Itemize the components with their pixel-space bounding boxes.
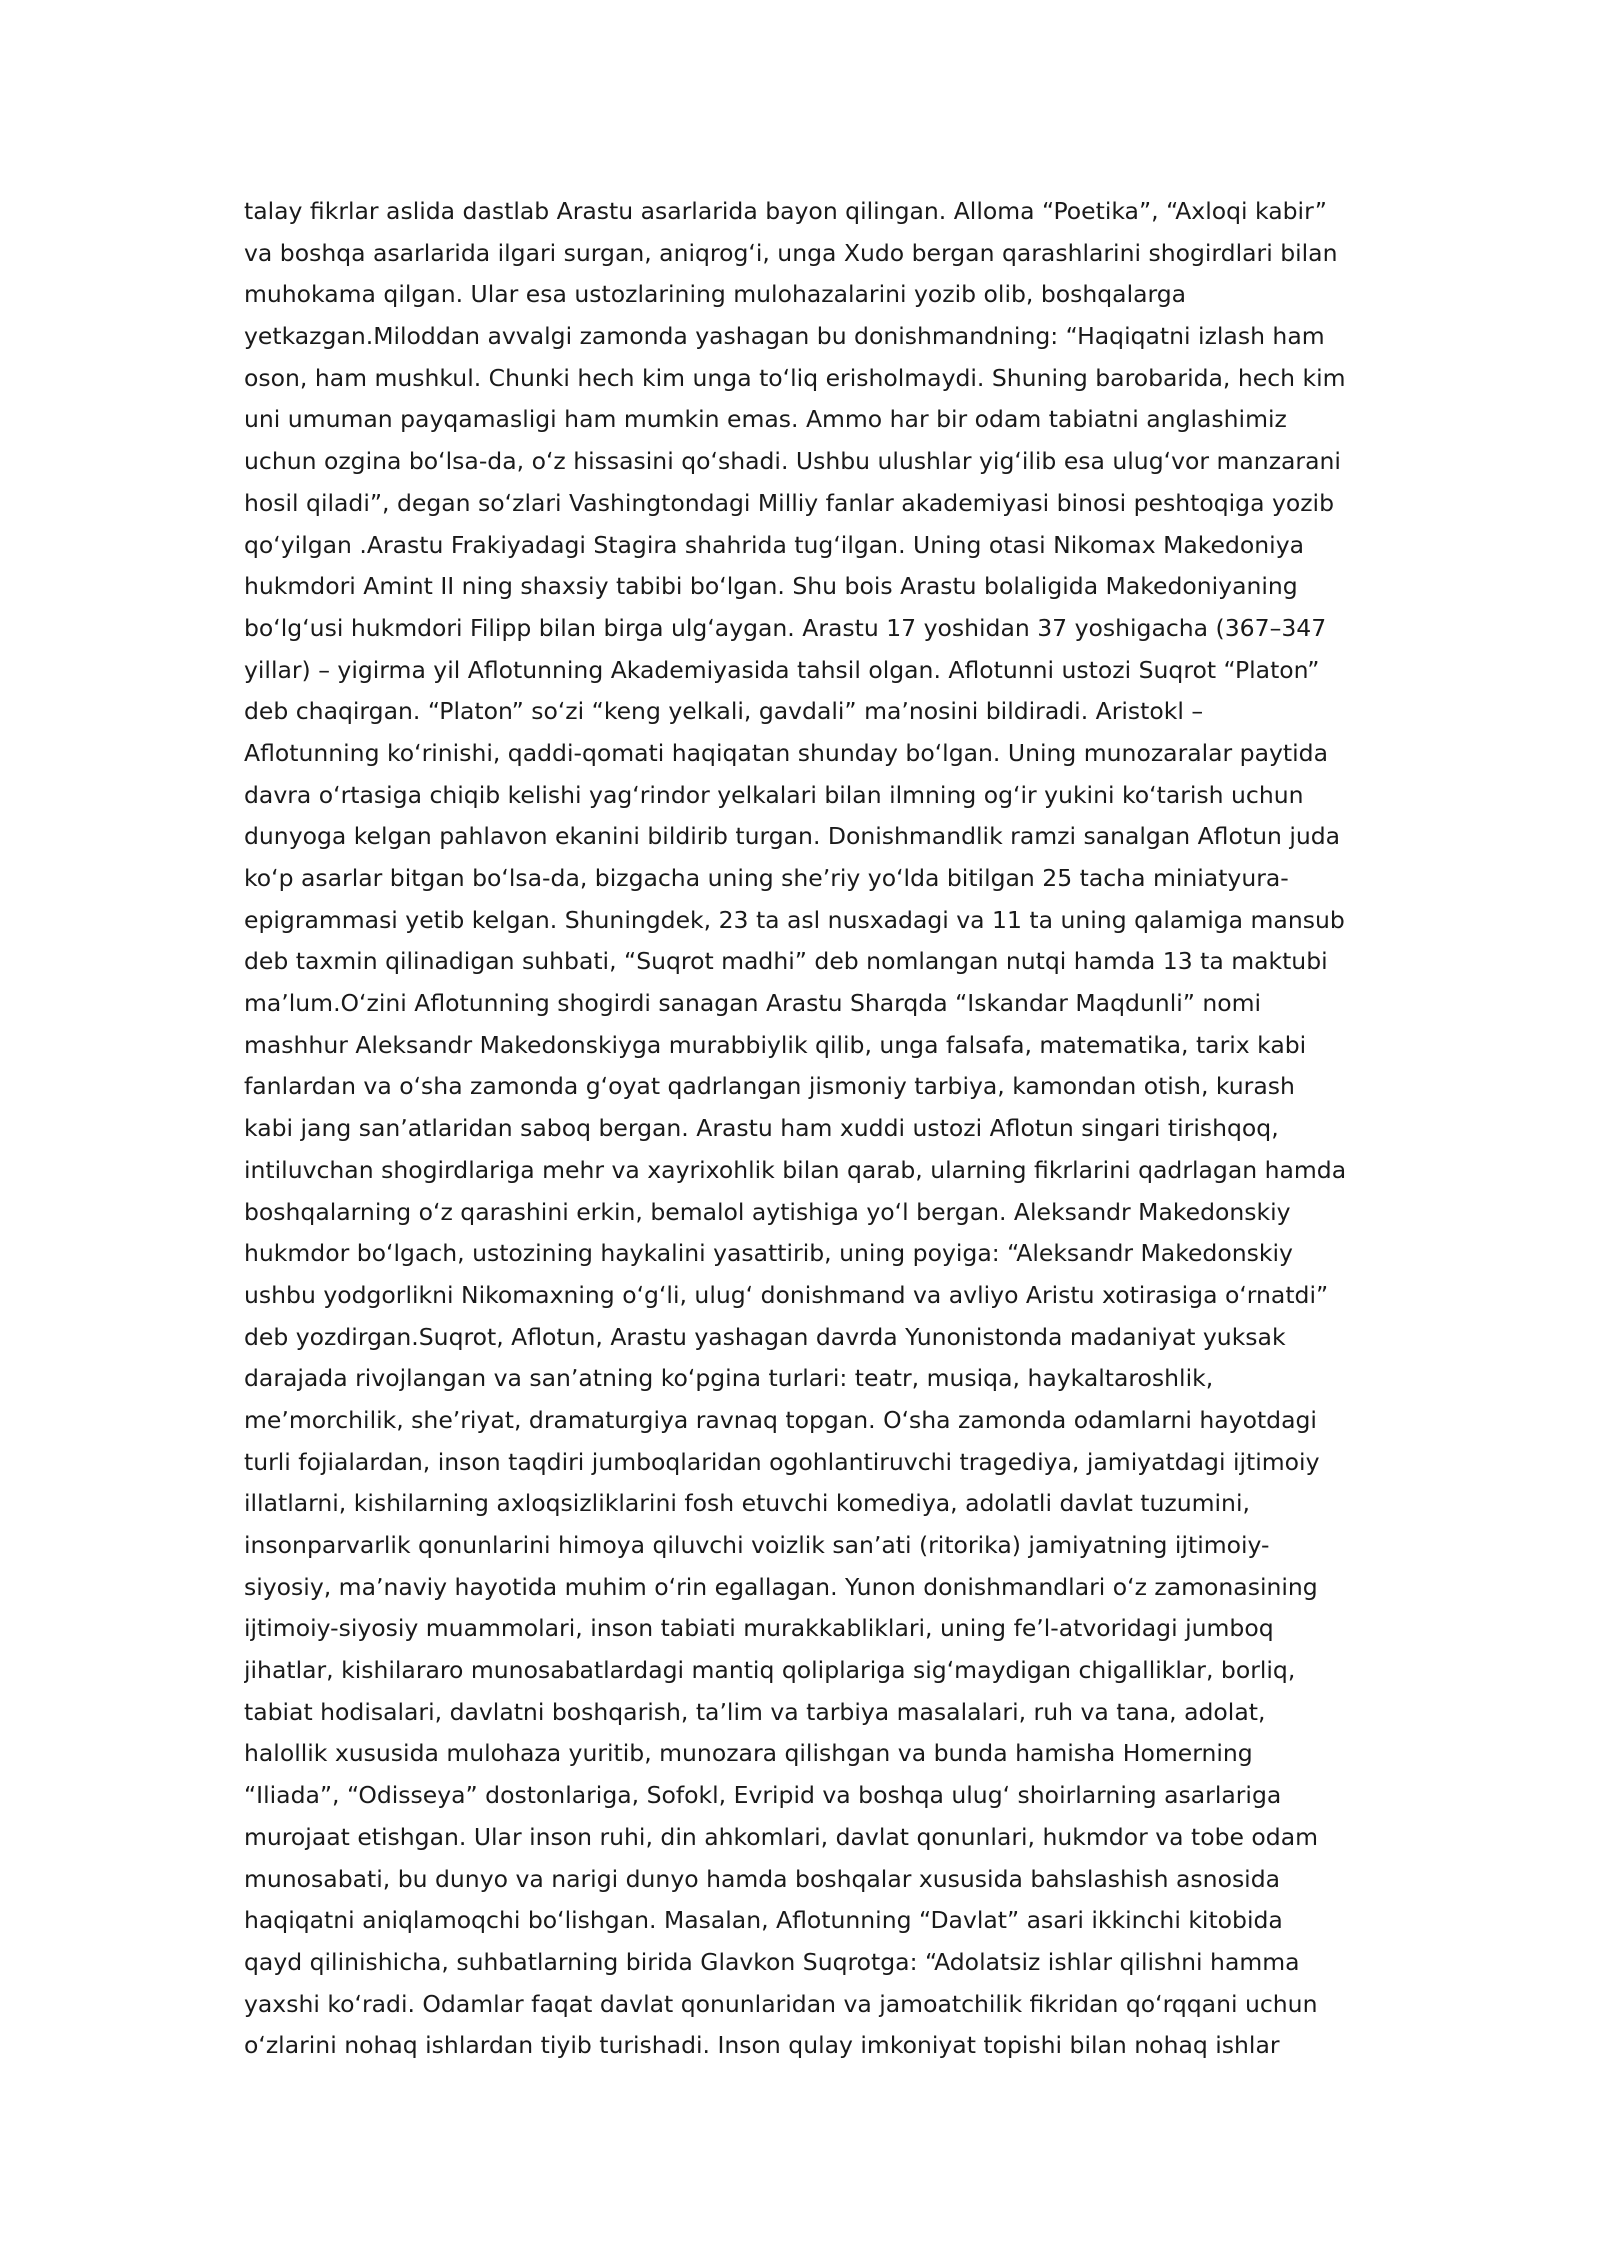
text-line: oson, ham mushkul. Chunki hech kim unga toʻliq erisholmaydi. Shuning barobarida, hech kim <box>244 363 1346 392</box>
text-line: davra oʻrtasiga chiqib kelishi yagʻrindor yelkalari bilan ilmning ogʻir yukini koʻtarish uchun <box>244 780 1304 809</box>
text-line: epigrammasi yetib kelgan. Shuningdek, 23 ta asl nusxadagi va 11 ta uning qalamiga mansub <box>244 905 1345 934</box>
text-line: yillar) – yigirma yil Aflotunning Akademiyasida tahsil olgan. Aflotunni ustozi Suqrot “Platon” <box>244 655 1320 684</box>
text-line: illatlarni, kishilarning axloqsizliklarini fosh etuvchi komediya, adolatli davlat tuzumini, <box>244 1489 1250 1518</box>
text-line: meʼmorchilik, sheʼriyat, dramaturgiya ravnaq topgan. Oʻsha zamonda odamlarni hayotdagi <box>244 1405 1317 1434</box>
text-line: oʻzlarini nohaq ishlardan tiyib turishadi. Inson qulay imkoniyat topishi bilan nohaq ishlar <box>244 2031 1280 2060</box>
text-line: insonparvarlik qonunlarini himoya qiluvchi voizlik sanʼati (ritorika) jamiyatning ijtimoiy- <box>244 1531 1270 1559</box>
text-line: hosil qiladi”, degan soʻzlari Vashingtondagi Milliy fanlar akademiyasi binosi peshtoqiga yozib <box>244 488 1335 517</box>
text-line: darajada rivojlangan va sanʼatning koʻpgina turlari: teatr, musiqa, haykaltaroshlik, <box>244 1364 1214 1393</box>
text-line: boʻlgʻusi hukmdori Filipp bilan birga ulgʻaygan. Arastu 17 yoshidan 37 yoshigacha (367–347 <box>244 613 1327 642</box>
text-line: yaxshi koʻradi. Odamlar faqat davlat qonunlaridan va jamoatchilik fikridan qoʻrqqani uchun <box>244 1989 1318 2018</box>
text-line: koʻp asarlar bitgan boʻlsa-da, bizgacha uning sheʼriy yoʻlda bitilgan 25 tacha miniatyura- <box>244 864 1289 892</box>
text-line: yetkazgan.Miloddan avvalgi zamonda yashagan bu donishmandning: “Haqiqatni izlash ham <box>244 322 1325 351</box>
text-line: Aflotunning koʻrinishi, qaddi-qomati haqiqatan shunday boʻlgan. Uning munozaralar paytida <box>244 738 1328 767</box>
text-line: talay fikrlar aslida dastlab Arastu asarlarida bayon qilingan. Alloma “Poetika”, “Axloqi kabir” <box>244 197 1327 225</box>
text-line: mashhur Aleksandr Makedonskiyga murabbiylik qilib, unga falsafa, matematika, tarix kabi <box>244 1030 1307 1059</box>
text-line: jihatlar, kishilararo munosabatlardagi mantiq qoliplariga sigʻmaydigan chigalliklar, borliq, <box>244 1656 1296 1685</box>
text-line: uchun ozgina boʻlsa-da, oʻz hissasini qoʻshadi. Ushbu ulushlar yigʻilib esa ulugʻvor manzarani <box>244 447 1341 476</box>
text-line: kabi jang sanʼatlaridan saboq bergan. Arastu ham xuddi ustozi Aflotun singari tirishqoq, <box>244 1114 1279 1143</box>
text-line: tabiat hodisalari, davlatni boshqarish, taʼlim va tarbiya masalalari, ruh va tana, adolat, <box>244 1697 1266 1726</box>
text-line: siyosiy, maʼnaviy hayotida muhim oʻrin egallagan. Yunon donishmandlari oʻz zamonasining <box>244 1572 1318 1601</box>
text-line: hukmdori Amint II ning shaxsiy tabibi boʻlgan. Shu bois Arastu bolaligida Makedoniyaning <box>244 572 1298 601</box>
text-line: muhokama qilgan. Ular esa ustozlarining mulohazalarini yozib olib, boshqalarga <box>244 280 1187 309</box>
text-line: va boshqa asarlarida ilgari surgan, aniqrogʻi, unga Xudo bergan qarashlarini shogirdlari bilan <box>244 238 1338 267</box>
text-line: haqiqatni aniqlamoqchi boʻlishgan. Masalan, Aflotunning “Davlat” asari ikkinchi kitobida <box>244 1906 1283 1935</box>
text-line: hukmdor boʻlgach, ustozining haykalini yasattirib, uning poyiga: “Aleksandr Makedonskiy <box>244 1239 1293 1268</box>
text-line: qoʻyilgan .Arastu Frakiyadagi Stagira shahrida tugʻilgan. Uning otasi Nikomax Makedoniya <box>244 530 1305 559</box>
text-line: ushbu yodgorlikni Nikomaxning oʻgʻli, ulugʻ donishmand va avliyo Aristu xotirasiga oʻrnatdi” <box>244 1280 1329 1309</box>
text-line: deb yozdirgan.Suqrot, Aflotun, Arastu yashagan davrda Yunonistonda madaniyat yuksak <box>244 1322 1286 1351</box>
text-line: ijtimoiy-siyosiy muammolari, inson tabiati murakkabliklari, uning feʼl-atvoridagi jumboq <box>244 1614 1274 1643</box>
text-line: maʼlum.Oʻzini Aflotunning shogirdi sanagan Arastu Sharqda “Iskandar Maqdunli” nomi <box>244 989 1262 1018</box>
text-line: dunyoga kelgan pahlavon ekanini bildirib turgan. Donishmandlik ramzi sanalgan Aflotun juda <box>244 822 1341 851</box>
text-line: deb taxmin qilinadigan suhbati, “Suqrot madhi” deb nomlangan nutqi hamda 13 ta maktubi <box>244 947 1328 976</box>
text-line: boshqalarning oʻz qarashini erkin, bemalol aytishiga yoʻl bergan. Aleksandr Makedonskiy <box>244 1197 1291 1226</box>
text-line: intiluvchan shogirdlariga mehr va xayrixohlik bilan qarab, ularning fikrlarini qadrlagan hamda <box>244 1155 1347 1184</box>
text-line: deb chaqirgan. “Platon” soʻzi “keng yelkali, gavdali” maʼnosini bildiradi. Aristokl – <box>244 697 1204 726</box>
text-line: fanlardan va oʻsha zamonda gʻoyat qadrlangan jismoniy tarbiya, kamondan otish, kurash <box>244 1072 1295 1101</box>
text-line: turli fojialardan, inson taqdiri jumboqlaridan ogohlantiruvchi tragediya, jamiyatdagi ijtimoiy <box>244 1447 1320 1476</box>
text-line: qayd qilinishicha, suhbatlarning birida Glavkon Suqrotga: “Adolatsiz ishlar qilishni hamma <box>244 1947 1300 1976</box>
text-line: halollik xususida mulohaza yuritib, munozara qilishgan va bunda hamisha Homerning <box>244 1739 1253 1768</box>
text-line: murojaat etishgan. Ular inson ruhi, din ahkomlari, davlat qonunlari, hukmdor va tobe odam <box>244 1822 1319 1851</box>
text-line: uni umuman payqamasligi ham mumkin emas. Ammo har bir odam tabiatni anglashimiz <box>244 405 1287 434</box>
text-line: “Iliada”, “Odisseya” dostonlariga, Sofokl, Evripid va boshqa ulugʻ shoirlarning asarlariga <box>244 1781 1282 1810</box>
body-text <box>244 191 1368 2067</box>
text-line: munosabati, bu dunyo va narigi dunyo hamda boshqalar xususida bahslashish asnosida <box>244 1864 1281 1893</box>
